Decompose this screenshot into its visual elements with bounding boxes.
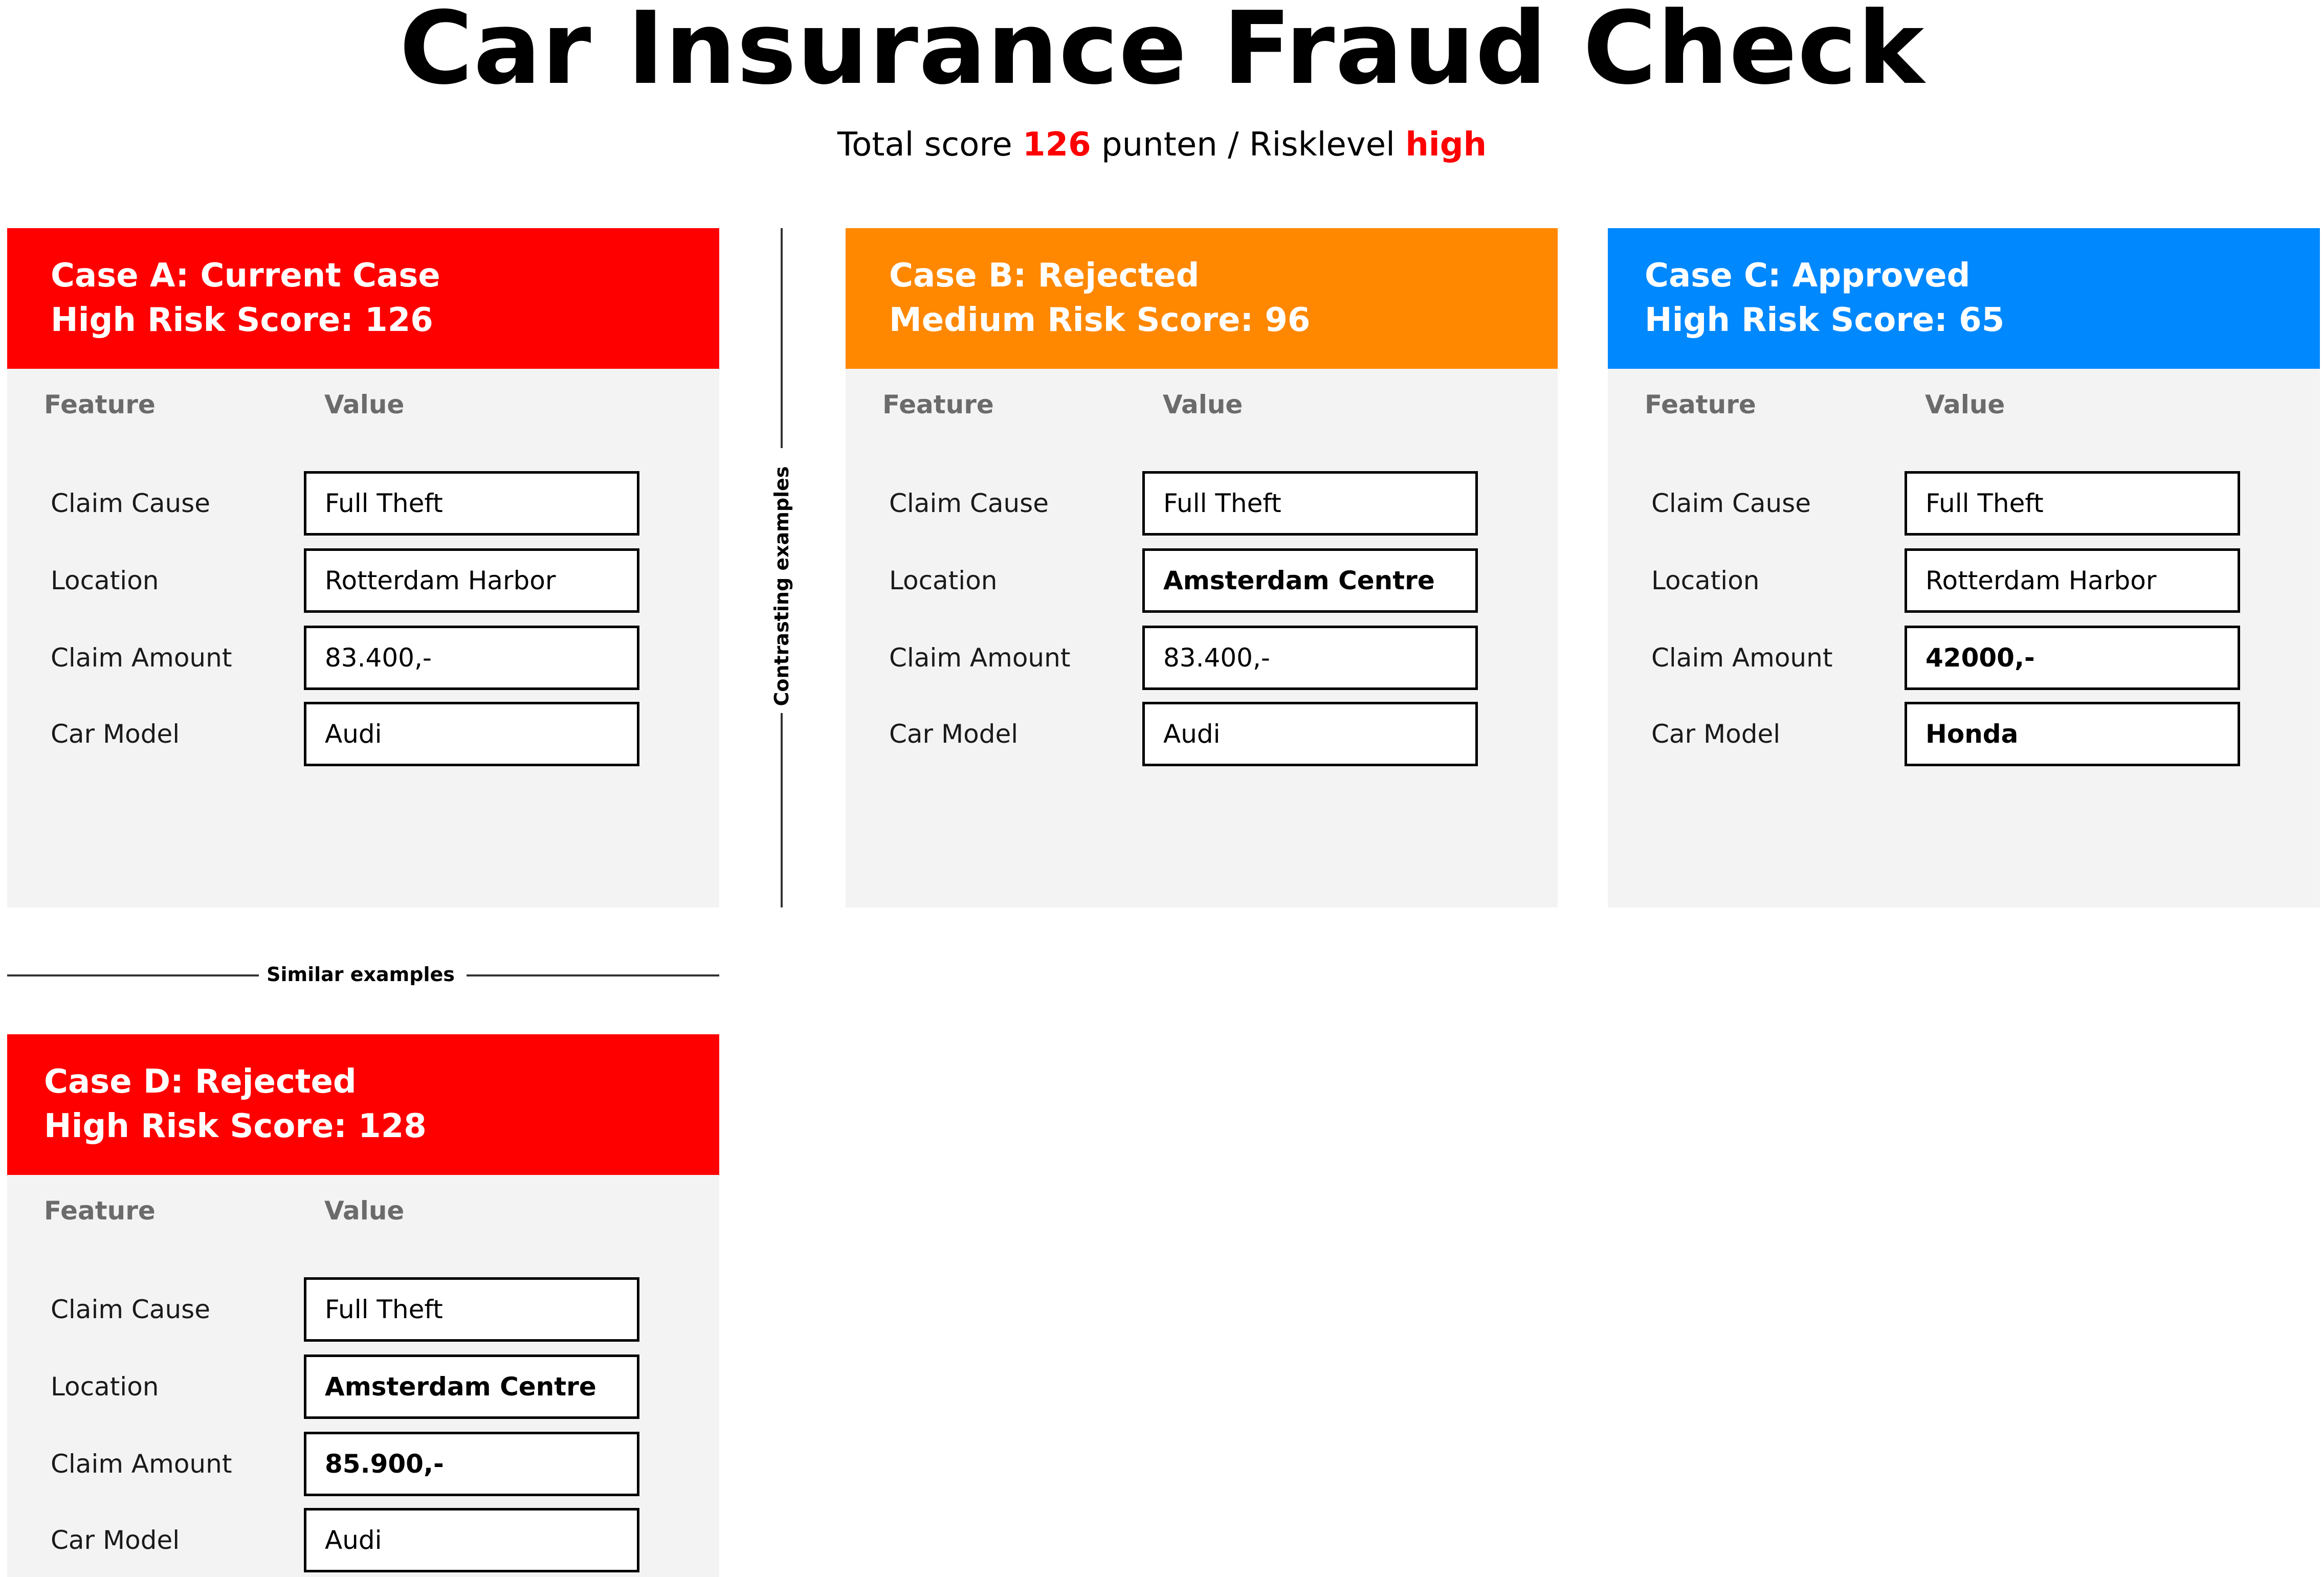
claim-cause-value: Full Theft <box>304 1277 639 1342</box>
claim-cause-value: Full Theft <box>304 471 639 536</box>
total-score-value: 126 <box>1023 126 1091 164</box>
case-c-title: Case C: Approved <box>1645 257 1971 295</box>
case-d-card <box>7 1034 719 1577</box>
case-b-score: Medium Risk Score: 96 <box>889 301 1311 339</box>
case-d-header <box>7 1034 719 1175</box>
similar-divider-right <box>467 974 719 976</box>
location-value: Amsterdam Centre <box>304 1354 639 1419</box>
location-label: Location <box>1651 566 1760 595</box>
car-model-value: Honda <box>1905 702 2240 766</box>
case-b-header <box>846 228 1558 369</box>
location-value: Rotterdam Harbor <box>1905 548 2240 613</box>
claim-cause-label: Claim Cause <box>51 488 210 518</box>
case-c-header <box>1608 228 2320 369</box>
car-model-value: Audi <box>1142 702 1478 766</box>
score-summary <box>0 122 2324 168</box>
case-a-card <box>7 228 719 907</box>
case-d-score: High Risk Score: 128 <box>44 1107 427 1145</box>
claim-amount-label: Claim Amount <box>51 1449 232 1479</box>
claim-cause-value: Full Theft <box>1142 471 1478 536</box>
claim-amount-label: Claim Amount <box>1651 643 1833 673</box>
car-model-value: Audi <box>304 1508 639 1572</box>
claim-cause-label: Claim Cause <box>1651 488 1811 518</box>
case-a-header <box>7 228 719 369</box>
contrasting-divider-top <box>781 228 783 448</box>
contrasting-examples-label: Contrasting examples <box>770 466 793 706</box>
car-model-label: Car Model <box>889 719 1019 749</box>
claim-amount-value: 42000,- <box>1905 626 2240 690</box>
car-model-value: Audi <box>304 702 639 766</box>
case-d-title: Case D: Rejected <box>44 1063 357 1101</box>
claim-cause-value: Full Theft <box>1905 471 2240 536</box>
feature-column-header: Feature <box>44 390 156 419</box>
score-mid-text: punten / Risklevel <box>1101 126 1395 164</box>
location-value: Rotterdam Harbor <box>304 548 639 613</box>
similar-divider-left <box>7 974 259 976</box>
case-c-score: High Risk Score: 65 <box>1645 301 2005 339</box>
value-column-header: Value <box>1163 390 1243 419</box>
claim-amount-value: 85.900,- <box>304 1432 639 1496</box>
page-title: Car Insurance Fraud Check <box>399 0 1925 107</box>
feature-column-header: Feature <box>882 390 994 419</box>
case-b-card <box>846 228 1558 907</box>
value-column-header: Value <box>1925 390 2005 419</box>
case-c-card <box>1608 228 2320 907</box>
claim-cause-label: Claim Cause <box>51 1295 210 1324</box>
location-label: Location <box>889 566 998 595</box>
feature-column-header: Feature <box>44 1196 156 1226</box>
value-column-header: Value <box>324 390 405 419</box>
similar-examples-label: Similar examples <box>267 963 455 986</box>
location-label: Location <box>51 566 159 595</box>
car-model-label: Car Model <box>51 719 180 749</box>
claim-cause-label: Claim Cause <box>889 488 1049 518</box>
claim-amount-label: Claim Amount <box>889 643 1071 673</box>
case-b-title: Case B: Rejected <box>889 257 1200 295</box>
risk-level-value: high <box>1405 126 1487 164</box>
contrasting-divider-bottom <box>781 713 783 907</box>
claim-amount-value: 83.400,- <box>1142 626 1478 690</box>
feature-column-header: Feature <box>1645 390 1756 419</box>
case-a-score: High Risk Score: 126 <box>51 301 433 339</box>
claim-amount-value: 83.400,- <box>304 626 639 690</box>
car-model-label: Car Model <box>1651 719 1781 749</box>
claim-amount-label: Claim Amount <box>51 643 232 673</box>
score-prefix: Total score <box>837 126 1012 164</box>
value-column-header: Value <box>324 1196 405 1226</box>
location-label: Location <box>51 1372 159 1402</box>
car-model-label: Car Model <box>51 1525 180 1555</box>
location-value: Amsterdam Centre <box>1142 548 1478 613</box>
case-a-title: Case A: Current Case <box>51 257 440 295</box>
